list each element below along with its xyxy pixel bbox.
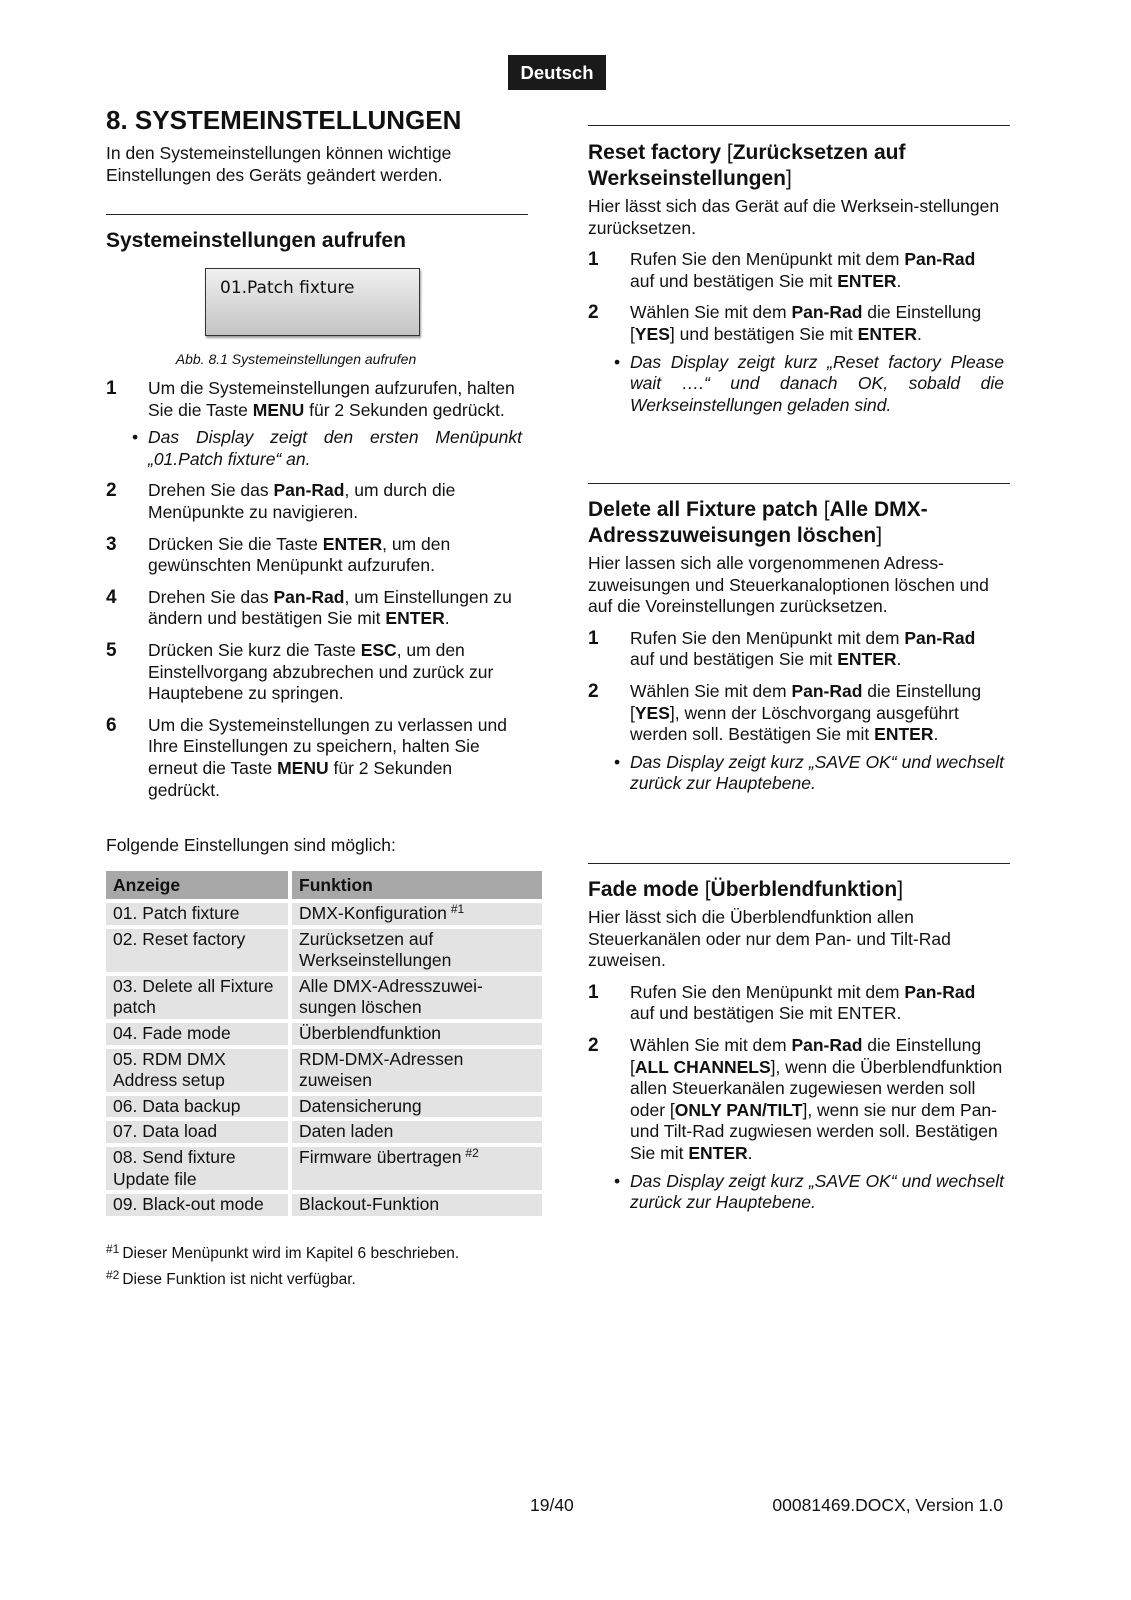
- table-row: [106, 929, 542, 972]
- cell-display: 02. Reset factory: [106, 929, 288, 972]
- step-number: 2: [588, 680, 599, 702]
- cell-display: 06. Data backup: [106, 1096, 288, 1118]
- table-row: [106, 1049, 542, 1092]
- step-item: [106, 480, 522, 523]
- cell-display: 03. Delete all Fixture patch: [106, 976, 288, 1019]
- divider: [106, 214, 528, 215]
- table-row: [106, 1121, 542, 1143]
- step-number: 2: [588, 302, 599, 324]
- table-header: Anzeige: [106, 871, 288, 899]
- step-item: [588, 1035, 1004, 1165]
- cell-function: Zurücksetzen auf Werkseinstellungen: [292, 929, 542, 972]
- section-heading: Delete all Fixture patch [Alle DMX-Adresszuweisungen löschen]: [588, 498, 928, 547]
- cell-display: 07. Data load: [106, 1121, 288, 1143]
- step-number: 4: [106, 586, 117, 608]
- note-text: Das Display zeigt kurz „SAVE OK“ und wechselt zurück zur Hauptebene.: [630, 1170, 1004, 1213]
- step-list: [106, 378, 522, 811]
- step-text: Wählen Sie mit dem Pan-Rad die Einstellung [ALL CHANNELS], wenn die Überblendfunktion allen Steuerkanälen zugewiesen werden soll oder [ONLY PAN/TILT], wenn sie nur dem Pan- und Tilt-Rad zugwiesen werden soll. Bestätigen Sie mit ENTER.: [630, 1034, 1003, 1163]
- step-text: Drücken Sie kurz die Taste ESC, um den Einstellvorgang abzubrechen und zurück zur Hauptebene zu springen.: [148, 639, 494, 704]
- divider: [588, 483, 1010, 484]
- table-row: [106, 1096, 542, 1118]
- step-text: Wählen Sie mit dem Pan-Rad die Einstellung [YES], wenn der Löschvorgang ausgeführt werden soll. Bestätigen Sie mit ENTER.: [630, 680, 982, 745]
- step-item: [106, 587, 522, 630]
- step-text: Drehen Sie das Pan-Rad, um Einstellungen zu ändern und bestätigen Sie mit ENTER.: [148, 586, 512, 629]
- display-text: 01.Patch fixture: [220, 278, 355, 298]
- step-item: [588, 249, 1004, 292]
- note-bullet: [614, 752, 1004, 795]
- bullet-icon: •: [614, 751, 621, 772]
- step-text: Rufen Sie den Menüpunkt mit dem Pan-Rad auf und bestätigen Sie mit ENTER.: [630, 981, 976, 1024]
- bullet-icon: •: [614, 351, 621, 372]
- document-id: 00081469.DOCX, Version 1.0: [772, 1495, 1003, 1515]
- table-row: [106, 1194, 542, 1216]
- table-row: [106, 976, 542, 1019]
- note-bullet: [614, 1171, 1004, 1214]
- cell-function: Alle DMX-Adresszuwei-sungen löschen: [292, 976, 542, 1019]
- step-number: 5: [106, 639, 117, 661]
- section-intro: Hier lassen sich alle vorgenommenen Adress-zuweisungen und Steuerkanaloptionen löschen und auf die Voreinstellungen zurücksetzen.: [588, 553, 989, 617]
- table-row: [106, 903, 542, 925]
- divider: [588, 125, 1010, 126]
- section-heading: Fade mode [Überblendfunktion]: [588, 878, 904, 901]
- cell-display: 01. Patch fixture: [106, 903, 288, 925]
- table-intro: Folgende Einstellungen sind möglich:: [106, 835, 396, 855]
- bullet-icon: •: [614, 1170, 621, 1191]
- cell-display: 05. RDM DMX Address setup: [106, 1049, 288, 1092]
- step-text: Drehen Sie das Pan-Rad, um durch die Menüpunkte zu navigieren.: [148, 480, 456, 522]
- step-number: 6: [106, 714, 117, 736]
- cell-function: Blackout-Funktion: [292, 1194, 542, 1216]
- settings-section: [588, 877, 1004, 1224]
- cell-function: Firmware übertragen $^{\#2}$: [292, 1147, 542, 1190]
- step-item: [588, 982, 1004, 1025]
- step-number: 3: [106, 533, 117, 555]
- figure-caption: Abb. 8.1 Systemeinstellungen aufrufen: [175, 351, 417, 367]
- page-title: 8. SYSTEMEINSTELLUNGEN: [106, 105, 462, 135]
- note-bullet: [132, 427, 522, 470]
- step-text: Rufen Sie den Menüpunkt mit dem Pan-Rad auf und bestätigen Sie mit ENTER.: [630, 249, 976, 291]
- left-column: [106, 105, 536, 186]
- divider: [588, 863, 1010, 864]
- step-text: Wählen Sie mit dem Pan-Rad die Einstellung [YES] und bestätigen Sie mit ENTER.: [630, 302, 982, 344]
- step-number: 1: [588, 981, 599, 1003]
- step-number: 2: [106, 480, 117, 502]
- settings-table-wrap: [106, 867, 546, 1220]
- step-text: Um die Systemeinstellungen zu verlassen und Ihre Einstellungen zu speichern, halten Sie erneut die Taste MENU für 2 Sekunden gedrückt.: [148, 714, 507, 800]
- cell-display: 09. Black-out mode: [106, 1194, 288, 1216]
- note-text: Das Display zeigt kurz „Reset factory Please wait ….“ und danach OK, sobald die Werkseinstellungen geladen sind.: [630, 351, 1004, 415]
- step-text: Um die Systemeinstellungen aufzurufen, halten Sie die Taste MENU für 2 Sekunden gedrückt.: [148, 378, 515, 420]
- step-item: [106, 715, 522, 801]
- cell-function: Daten laden: [292, 1121, 542, 1143]
- section-intro: Hier lässt sich das Gerät auf die Werksein-stellungen zurücksetzen.: [588, 196, 1000, 238]
- table-row: [106, 1023, 542, 1045]
- cell-function: DMX-Konfiguration $^{\#1}$: [292, 903, 542, 925]
- step-item: [588, 302, 1004, 345]
- intro-text: In den Systemeinstellungen können wichtige Einstellungen des Geräts geändert werden.: [106, 143, 452, 185]
- step-number: 2: [588, 1034, 599, 1056]
- step-number: 1: [588, 249, 599, 271]
- note-bullet: [614, 352, 1004, 417]
- bullet-icon: •: [132, 427, 139, 448]
- section-heading: Reset factory [Zurücksetzen auf Werkseinstellungen]: [588, 141, 906, 190]
- step-item: [106, 640, 522, 705]
- step-item: [106, 378, 522, 421]
- footnote: $^{\#1}$ Dieser Menüpunkt wird im Kapitel 6 beschrieben.: [106, 1242, 460, 1262]
- page-number: 19/40: [530, 1495, 574, 1515]
- note-text: Das Display zeigt den ersten Menüpunkt „01.Patch fixture“ an.: [148, 427, 522, 469]
- footnote: $^{\#2}$ Diese Funktion ist nicht verfügbar.: [106, 1267, 356, 1288]
- cell-function: Datensicherung: [292, 1096, 542, 1118]
- step-text: Rufen Sie den Menüpunkt mit dem Pan-Rad auf und bestätigen Sie mit ENTER.: [630, 627, 976, 670]
- section-heading: Systemeinstellungen aufrufen: [106, 229, 406, 252]
- language-badge: Deutsch: [508, 55, 606, 90]
- step-item: [106, 534, 522, 577]
- settings-section: [588, 140, 1004, 426]
- cell-function: RDM-DMX-Adressen zuweisen: [292, 1049, 542, 1092]
- note-text: Das Display zeigt kurz „SAVE OK“ und wechselt zurück zur Hauptebene.: [630, 751, 1004, 794]
- settings-section: [588, 497, 1004, 805]
- cell-display: 04. Fade mode: [106, 1023, 288, 1045]
- footnotes: [106, 1243, 459, 1294]
- step-text: Drücken Sie die Taste ENTER, um den gewünschten Menüpunkt aufzurufen.: [148, 533, 451, 576]
- section-intro: Hier lässt sich die Überblendfunktion allen Steuerkanälen oder nur dem Pan- und Tilt-Rad zuweisen.: [588, 907, 951, 971]
- step-number: 1: [106, 378, 117, 399]
- cell-function: Überblendfunktion: [292, 1023, 542, 1045]
- cell-display: 08. Send fixture Update file: [106, 1147, 288, 1190]
- table-row: [106, 1147, 542, 1190]
- step-number: 1: [588, 627, 599, 649]
- table-header: Funktion: [292, 871, 542, 899]
- step-item: [588, 628, 1004, 671]
- settings-table: [102, 867, 546, 1220]
- step-item: [588, 681, 1004, 746]
- display-figure: [205, 268, 420, 336]
